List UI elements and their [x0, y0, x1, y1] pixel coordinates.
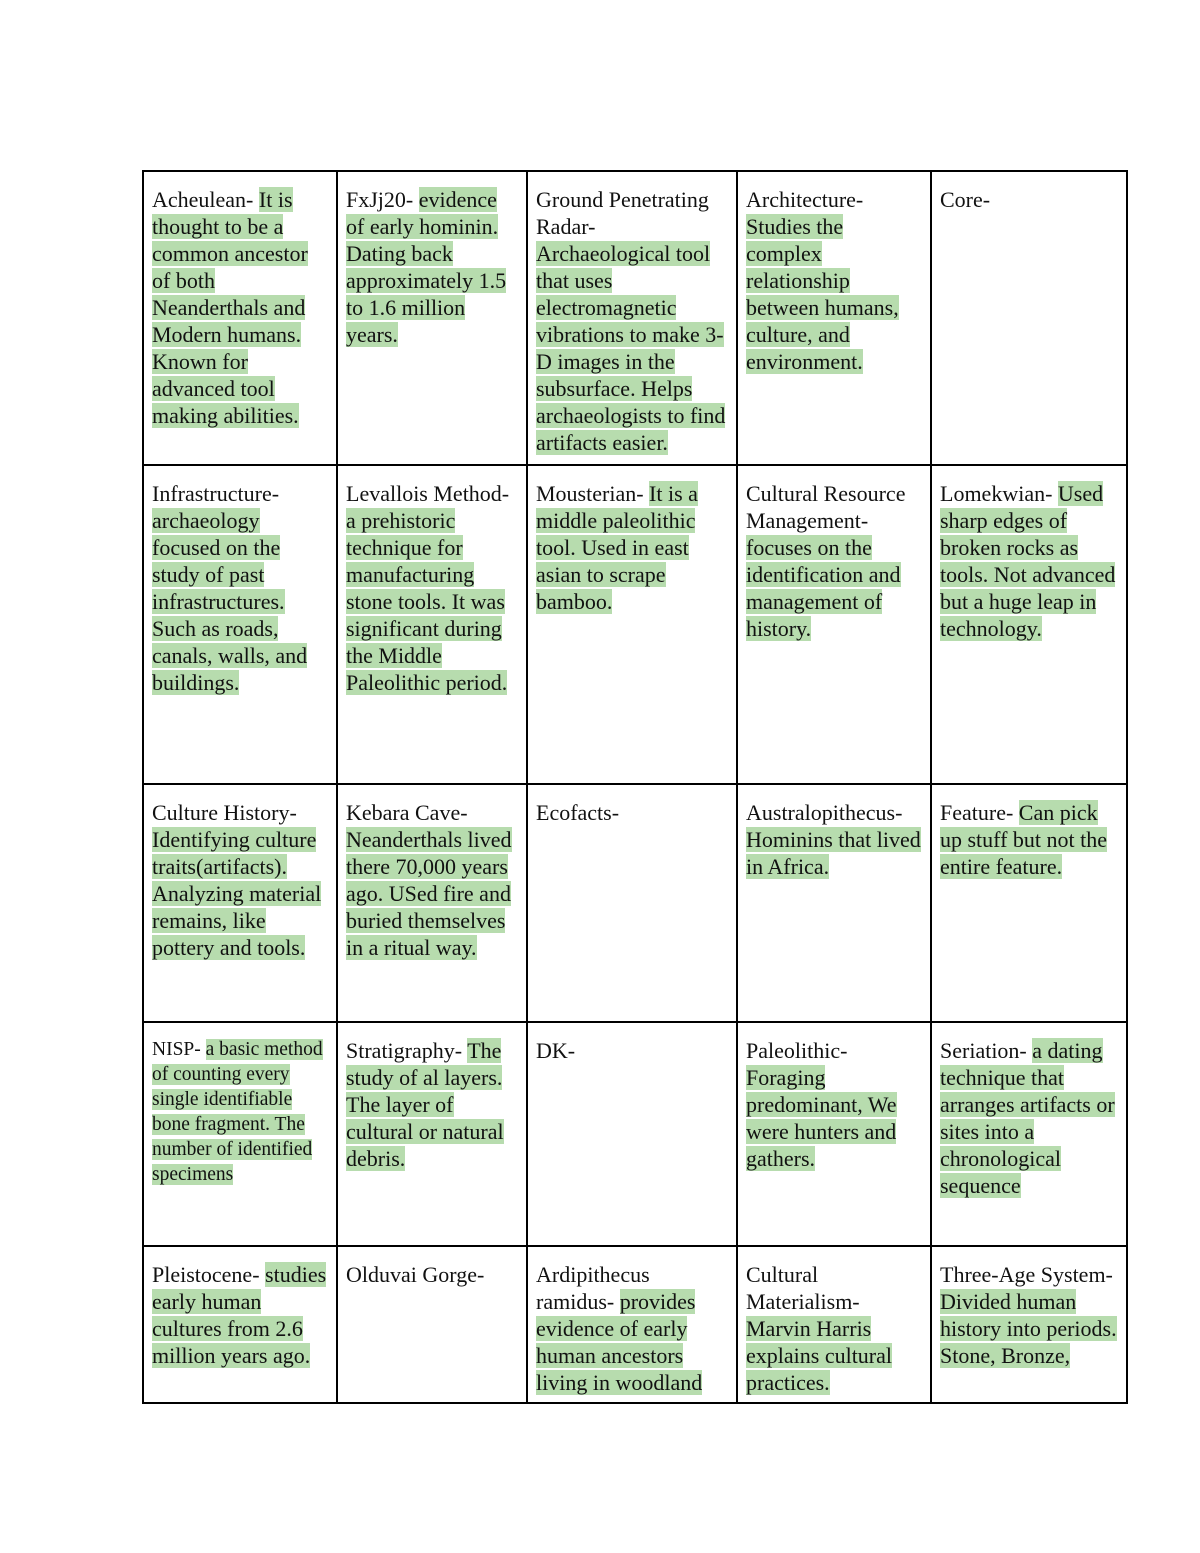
term-definition: It is a middle paleolithic tool. Used in east asian to scrape bamboo. [536, 481, 698, 614]
glossary-cell [737, 1246, 931, 1403]
term-definition: Studies the complex relationship between humans, culture, and environment. [746, 214, 899, 374]
glossary-cell [931, 171, 1127, 465]
term-definition: archaeology focused on the study of past infrastructures. Such as roads, canals, walls, and buildings. [152, 508, 308, 695]
term-label: NISP- [152, 1039, 206, 1060]
table-row [143, 171, 1127, 465]
term-label: Culture History- [152, 800, 297, 825]
term-label: Infrastructure- [152, 481, 280, 506]
table-row [143, 1022, 1127, 1246]
glossary-cell [737, 1022, 931, 1246]
glossary-cell [931, 1022, 1127, 1246]
term-definition: a prehistoric technique for manufacturing stone tools. It was significant during the Middle Paleolithic period. [346, 508, 508, 695]
term-label: Ardipithecus ramidus- [536, 1262, 650, 1314]
term-definition: Hominins that lived in Africa. [746, 827, 921, 879]
term-label: Pleistocene- [152, 1262, 266, 1287]
term-definition: Neanderthals lived there 70,000 years ago. USed fire and buried themselves in a ritual way. [346, 827, 512, 960]
term-definition: a basic method of counting every single identifiable bone fragment. The number of identified specimens [152, 1039, 323, 1185]
term-label: Cultural Resource Management- [746, 481, 906, 533]
term-label: Cultural Materialism- [746, 1262, 860, 1314]
glossary-cell [143, 1022, 337, 1246]
term-definition: Marvin Harris explains cultural practices. [746, 1316, 893, 1395]
glossary-cell [737, 784, 931, 1022]
term-definition: evidence of early hominin. Dating back approximately 1.5 to 1.6 million years. [346, 187, 507, 347]
glossary-cell [527, 465, 737, 784]
glossary-cell [931, 784, 1127, 1022]
term-definition: Can pick up stuff but not the entire feature. [940, 800, 1108, 879]
table-row [143, 784, 1127, 1022]
glossary-cell [337, 784, 527, 1022]
term-definition: It is thought to be a common ancestor of both Neanderthals and Modern humans. Known for advanced tool making abilities. [152, 187, 308, 428]
term-definition: a dating technique that arranges artifacts or sites into a chronological sequence [940, 1038, 1115, 1198]
glossary-cell [143, 1246, 337, 1403]
glossary-cell [337, 1022, 527, 1246]
term-definition: Divided human history into periods. Stone, Bronze, [940, 1289, 1117, 1368]
glossary-table [142, 170, 1128, 1404]
glossary-cell [337, 465, 527, 784]
term-label: Seriation- [940, 1038, 1033, 1063]
glossary-cell [527, 784, 737, 1022]
term-definition: focuses on the identification and management of history. [746, 535, 901, 641]
term-definition: Used sharp edges of broken rocks as tools. Not advanced but a huge leap in technology. [940, 481, 1116, 641]
term-label: Architecture- [746, 187, 864, 212]
term-label: Lomekwian- [940, 481, 1058, 506]
glossary-cell [931, 1246, 1127, 1403]
term-definition: The study of al layers. The layer of cultural or natural debris. [346, 1038, 504, 1171]
glossary-cell [737, 465, 931, 784]
table-row [143, 1246, 1127, 1403]
term-label: Australopithecus- [746, 800, 903, 825]
glossary-cell [527, 171, 737, 465]
term-label: Levallois Method- [346, 481, 510, 506]
term-label: Stratigraphy- [346, 1038, 468, 1063]
term-label: Paleolithic- [746, 1038, 848, 1063]
glossary-cell [737, 171, 931, 465]
term-label: Three-Age System- [940, 1262, 1113, 1287]
glossary-cell [527, 1022, 737, 1246]
term-label: Kebara Cave- [346, 800, 468, 825]
term-label: Ground Penetrating Radar- [536, 187, 709, 239]
term-label: Acheulean- [152, 187, 259, 212]
term-label: Core- [940, 187, 991, 212]
term-label: Mousterian- [536, 481, 650, 506]
glossary-cell [143, 465, 337, 784]
term-definition: studies early human cultures from 2.6 million years ago. [152, 1262, 327, 1368]
glossary-cell [337, 1246, 527, 1403]
term-definition: provides evidence of early human ancestors living in woodland [536, 1289, 703, 1395]
term-definition: Identifying culture traits(artifacts). Analyzing material remains, like pottery and tools. [152, 827, 322, 960]
term-label: Ecofacts- [536, 800, 620, 825]
term-label: Olduvai Gorge- [346, 1262, 485, 1287]
glossary-cell [143, 784, 337, 1022]
term-definition: Archaeological tool that uses electromagnetic vibrations to make 3-D images in the subsurface. Helps archaeologists to find artifacts easier. [536, 241, 726, 455]
term-label: DK- [536, 1038, 576, 1063]
glossary-cell [527, 1246, 737, 1403]
term-label: FxJj20- [346, 187, 419, 212]
glossary-cell [931, 465, 1127, 784]
term-definition: Foraging predominant, We were hunters and gathers. [746, 1065, 897, 1171]
glossary-cell [143, 171, 337, 465]
table-row [143, 465, 1127, 784]
term-label: Feature- [940, 800, 1019, 825]
glossary-cell [337, 171, 527, 465]
